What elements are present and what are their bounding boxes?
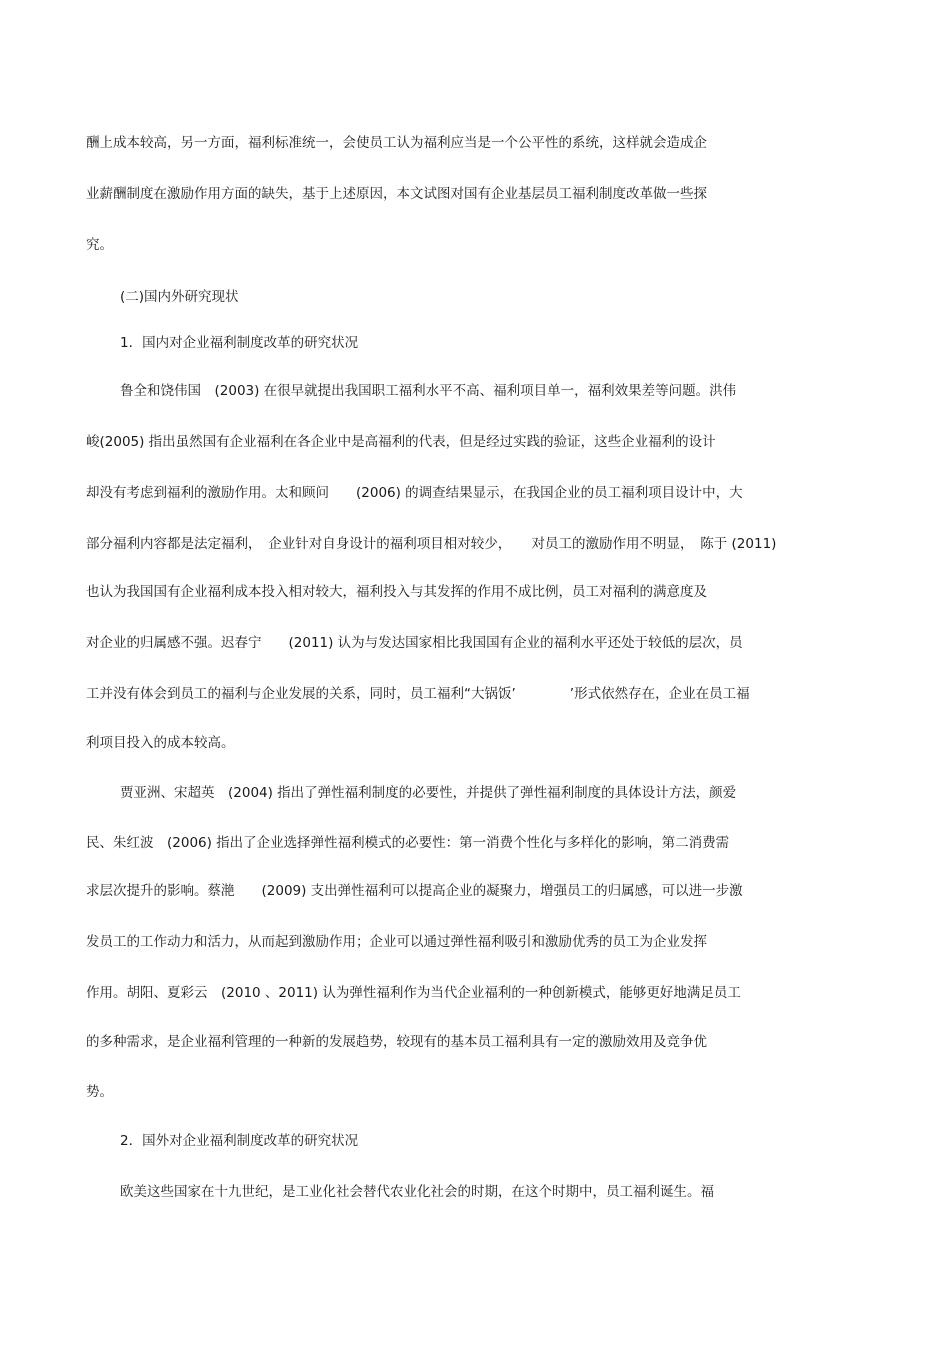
- section-heading: (二)国内外研究现状: [120, 289, 239, 305]
- text-line-7: 峻(2005) 指出虽然国有企业福利在各企业中是高福利的代表，但是经过实践的验证，这些企业福利的设计: [86, 434, 716, 450]
- subsection-heading-1: 1．国内对企业福利制度改革的研究状况: [120, 335, 359, 351]
- text-line-17: 发员工的工作动力和活力，从而起到激励作用；企业可以通过弹性福利吸引和激励优秀的员工为企业发挥: [86, 934, 707, 950]
- text-line-8: 却没有考虑到福利的激励作用。太和顾问 (2006) 的调查结果显示，在我国企业的员工福利项目设计中，大: [86, 485, 743, 501]
- text-line-2: 业薪酬制度在激励作用方面的缺失，基于上述原因，本文试图对国有企业基层员工福利制度改革做一些探: [86, 186, 707, 202]
- text-line-16: 求层次提升的影响。蔡滟 (2009) 支出弹性福利可以提高企业的凝聚力，增强员工的归属感，可以进一步激: [86, 883, 743, 899]
- text-line-6: 鲁全和饶伟国 (2003) 在很早就提出我国职工福利水平不高、福利项目单一，福利效果差等问题。洪伟: [120, 383, 737, 399]
- text-line-20: 势。: [86, 1084, 113, 1100]
- text-line-11: 对企业的归属感不强。迟春宁 (2011) 认为与发达国家相比我国国有企业的福利水平还处于较低的层次，员: [86, 635, 743, 651]
- text-line-18: 作用。胡阳、夏彩云 (2010 、2011) 认为弹性福利作为当代企业福利的一种创新模式，能够更好地满足员工: [86, 985, 741, 1001]
- text-line-19: 的多种需求，是企业福利管理的一种新的发展趋势，较现有的基本员工福利具有一定的激励效用及竞争优: [86, 1034, 707, 1050]
- subsection-heading-2: 2．国外对企业福利制度改革的研究状况: [120, 1133, 359, 1149]
- text-line-13: 利项目投入的成本较高。: [86, 735, 235, 751]
- text-line-12: 工并没有体会到员工的福利与企业发展的关系，同时，员工福利“大锅饭’ ’形式依然存在，企业在员工福: [86, 686, 750, 702]
- text-line-14: 贾亚洲、宋超英 (2004) 指出了弹性福利制度的必要性，并提供了弹性福利制度的具体设计方法，颜爱: [120, 785, 737, 801]
- text-line-15: 民、朱红波 (2006) 指出了企业选择弹性福利模式的必要性：第一消费个性化与多样化的影响，第二消费需: [86, 835, 730, 851]
- text-line-22: 欧美这些国家在十九世纪，是工业化社会替代农业化社会的时期，在这个时期中，员工福利诞生。福: [120, 1184, 714, 1200]
- text-line-9: 部分福利内容都是法定福利， 企业针对自身设计的福利项目相对较少， 对员工的激励作用不明显， 陈于 (2011): [86, 536, 777, 552]
- text-line-1: 酬上成本较高，另一方面，福利标准统一，会使员工认为福利应当是一个公平性的系统，这样就会造成企: [86, 135, 707, 151]
- text-line-10: 也认为我国国有企业福利成本投入相对较大，福利投入与其发挥的作用不成比例，员工对福利的满意度及: [86, 584, 707, 600]
- text-line-3: 究。: [86, 237, 113, 253]
